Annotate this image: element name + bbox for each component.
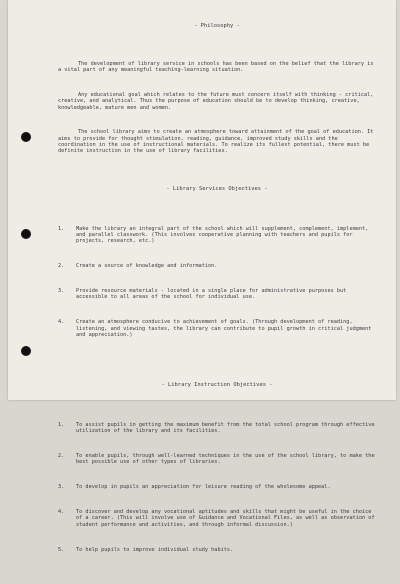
item-number: 1. (58, 225, 65, 232)
item-text: To develop in pupils an appreciation for leisure reading of the wholesome appeal. (76, 484, 331, 491)
philosophy-paragraph-2: Any educational goal which relates to the future must concern itself with thinking - critical, creative, and analytical. Thus the purpose of education should be to develop thinking, creative, knowledgeable, mature men and women. (58, 91, 377, 111)
list-item (58, 547, 376, 553)
item-text: Make the library an integral part of the school which will supplement, complement, implement, and parallel classwork. (This involves cooperative planning with teachers and pupils for projects, research, etc.) (76, 225, 372, 245)
document-body (58, 10, 376, 584)
punch-hole-bottom (21, 346, 31, 356)
philosophy-paragraph-3: The school library aims to create an atmosphere toward attainment of the goal of education. It aims to provide for thought stimulation, reading, guidance, improved study skills and the coordination in the use of instructional materials. To realize its fullest potential, there must be definite instruction in the use of library facilities. (58, 129, 377, 155)
item-number: 3. (58, 484, 65, 491)
item-text: Provide resource materials - located in a single place for administrative purposes but accessible to all areas of the school for individual use. (76, 288, 350, 301)
list-item (58, 484, 376, 490)
item-text: To enable pupils, through well-learned techniques in the use of the school library, to make the best possible use of other types of libraries. (76, 453, 378, 466)
instruction-objectives-list (58, 409, 376, 571)
item-number: 1. (58, 421, 65, 428)
list-item (58, 319, 376, 338)
punch-hole-top (21, 132, 31, 142)
item-number: 2. (58, 263, 65, 270)
item-number: 4. (58, 319, 65, 326)
philosophy-paragraph-1: The development of library service in schools has been based on the belief that the library is a vital part of any meaningful teaching-learning situation. (58, 60, 377, 74)
item-text: Create an atmosphere conducive to achievement of goals. (Through development of reading, listening, and viewing tastes, the library can contribute to pupil growth in critical judgment and appreciation.) (76, 319, 375, 338)
list-item (58, 453, 376, 466)
item-text: To discover and develop any vocational aptitudes and skills that might be useful in the choice of a career. (This will involve use of Guidance and Vocational Files, as well as observation of student performance and activities, and through informal discussion.) (76, 509, 378, 528)
item-number: 3. (58, 288, 65, 295)
services-objectives-list (58, 213, 376, 357)
punch-hole-middle (21, 229, 31, 239)
item-number: 5. (58, 546, 65, 553)
heading-instruction-objectives: - Library Instruction Objectives - (161, 381, 273, 388)
list-item (58, 422, 376, 435)
item-number: 2. (58, 453, 65, 460)
list-item (58, 226, 376, 245)
list-item (58, 288, 376, 301)
item-text: Create a source of knowledge and information. (76, 263, 218, 270)
document-page (8, 0, 396, 553)
list-item (58, 509, 376, 528)
heading-philosophy: - Philosophy - (194, 22, 240, 29)
item-text: To assist pupils in getting the maximum benefit from the total school program through effective utilization of the library and its facilities. (76, 421, 378, 435)
list-item (58, 263, 376, 269)
item-text: To help pupils to improve individual study habits. (76, 546, 234, 553)
item-number: 4. (58, 509, 65, 516)
heading-services-objectives: - Library Services Objectives - (166, 185, 268, 192)
